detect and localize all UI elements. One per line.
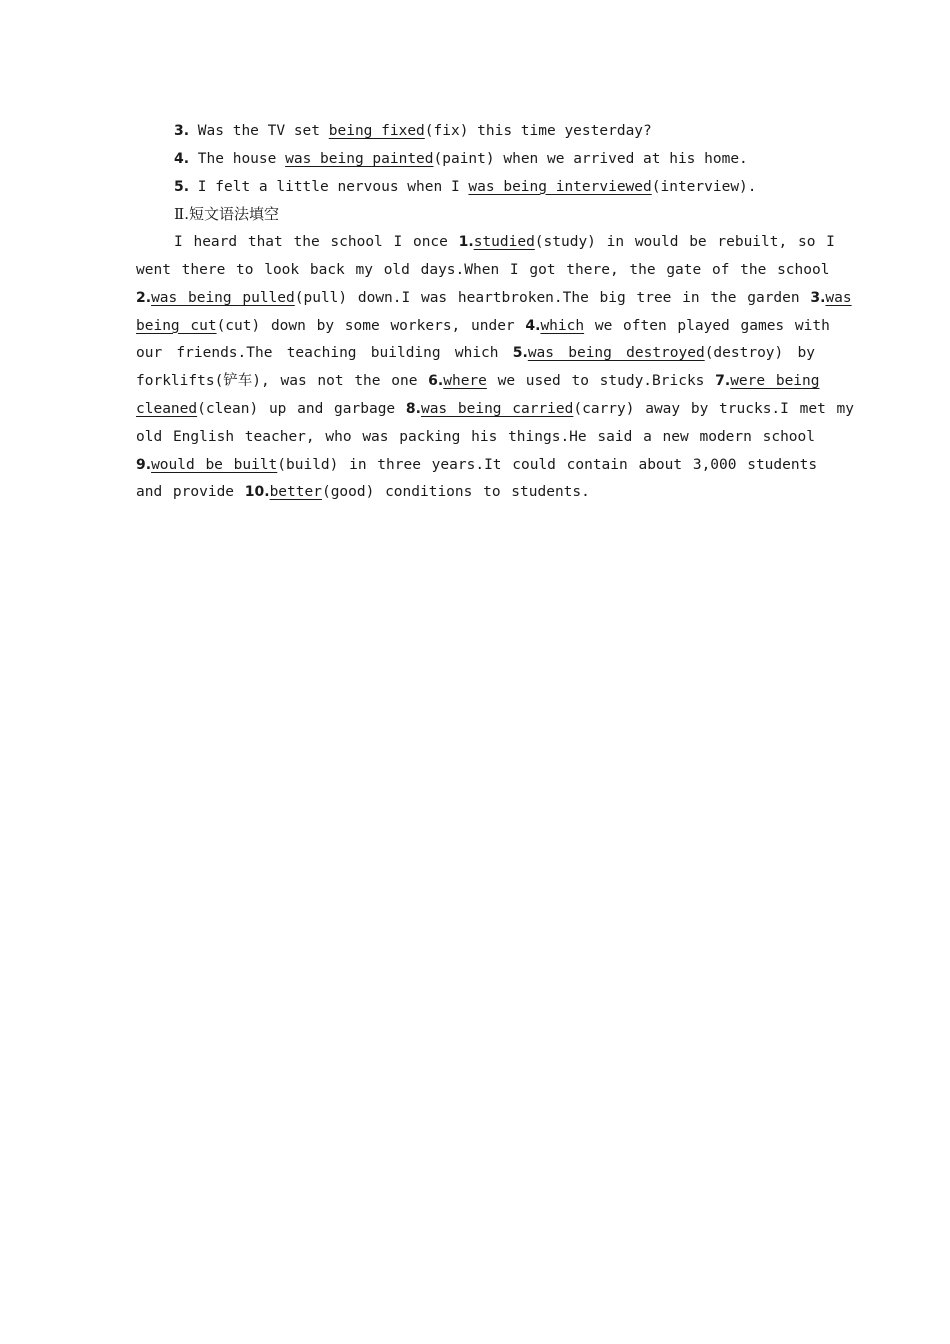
exercise-number: 5.: [174, 178, 190, 195]
blank-answer: studied: [473, 234, 535, 251]
blank-answer: were being: [730, 373, 820, 390]
passage-text: I heard that the school I once: [174, 234, 459, 251]
passage-line: [136, 257, 830, 285]
passage-text: we often played games with: [584, 317, 830, 334]
exercise-number: 4.: [174, 150, 190, 167]
blank-number: 2.: [136, 289, 152, 306]
exercise-text-before: Was the TV set: [197, 123, 329, 139]
document-page: [136, 118, 854, 507]
blank-number: 6.: [428, 373, 444, 390]
exercise-text-before: I felt a little nervous when I: [197, 178, 469, 195]
exercise-5: [136, 174, 815, 202]
exercise-number: 3.: [174, 123, 190, 139]
blank-answer: where: [443, 373, 487, 390]
passage-line: [136, 396, 854, 424]
blank-answer: was being pulled: [151, 289, 295, 306]
blank-answer: cleaned: [136, 400, 198, 417]
passage-text: (destroy) by: [704, 345, 815, 362]
exercise-answer: was being painted: [285, 150, 434, 167]
passage-text: (good) conditions to students.: [321, 484, 590, 501]
passage-text: (cut) down by some workers, under: [216, 317, 526, 334]
blank-answer: better: [269, 484, 322, 501]
exercise-4: [136, 146, 815, 174]
cloze-passage: [136, 229, 854, 507]
passage-text: forklifts(铲车), was not the one: [136, 373, 429, 390]
blank-number: 7.: [715, 373, 731, 390]
passage-line: [136, 368, 820, 396]
passage-text: old English teacher, who was packing his things.He said a new modern school: [136, 428, 815, 445]
passage-line: [136, 285, 852, 313]
passage-text: (clean) up and garbage: [197, 400, 406, 417]
passage-text: we used to study.Bricks: [486, 373, 716, 390]
passage-line: [136, 229, 835, 257]
blank-number: 1.: [458, 234, 474, 251]
passage-line: [136, 313, 830, 341]
exercise-text-after: (fix) this time yesterday?: [424, 123, 652, 139]
exercise-3: [136, 118, 815, 146]
blank-number: 10.: [244, 484, 270, 501]
passage-text: went there to look back my old days.When I got there, the gate of the school: [136, 261, 830, 278]
passage-line: [136, 479, 815, 507]
blank-answer: being cut: [136, 317, 217, 334]
blank-number: 4.: [525, 317, 541, 334]
exercise-text-after: (interview).: [651, 178, 757, 195]
exercise-answer: being fixed: [328, 123, 425, 139]
blank-answer: would be built: [151, 456, 278, 473]
blank-number: 9.: [136, 456, 152, 473]
blank-answer: was being destroyed: [527, 345, 705, 362]
passage-line: [136, 340, 815, 368]
section-title: Ⅱ.短文语法填空: [174, 205, 279, 224]
passage-text: our friends.The teaching building which: [136, 345, 513, 362]
exercise-answer: was being interviewed: [468, 178, 652, 195]
passage-text: (pull) down.I was heartbroken.The big tree in the garden: [294, 289, 811, 306]
passage-text: (build) in three years.It could contain about 3,000 students: [277, 456, 818, 473]
blank-answer: which: [540, 317, 585, 334]
blank-answer: was being carried: [420, 400, 574, 417]
passage-text: (study) in would be rebuilt, so I: [534, 234, 835, 251]
blank-number: 8.: [405, 400, 421, 417]
exercise-text-after: (paint) when we arrived at his home.: [433, 150, 748, 167]
exercise-text-before: The house: [197, 150, 286, 167]
passage-line: [136, 424, 815, 452]
blank-number: 5.: [512, 345, 528, 362]
blank-number: 3.: [810, 289, 826, 306]
passage-text: (carry) away by trucks.I met my: [573, 400, 854, 417]
passage-line: [136, 452, 818, 480]
blank-answer: was: [825, 289, 852, 306]
passage-text: and provide: [136, 484, 245, 501]
